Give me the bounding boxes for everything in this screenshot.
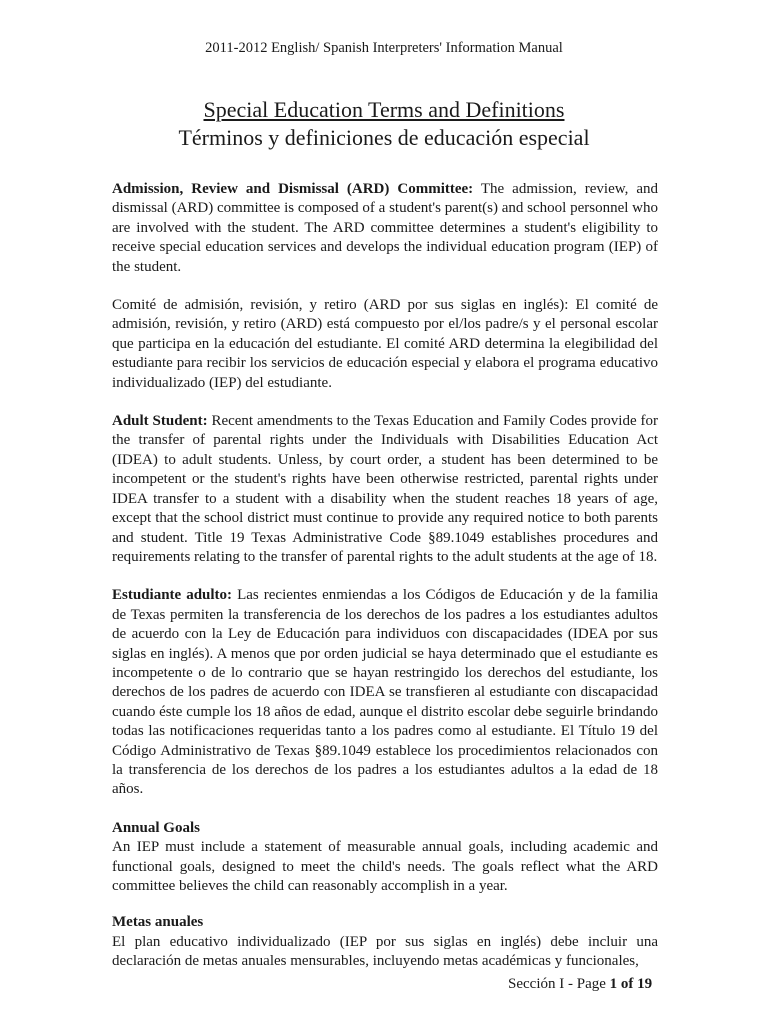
definition-adult-spanish: Las recientes enmiendas a los Códigos de Educación y de la familia de Texas permiten la transferencia de los derechos de los padres a los estudiantes adultos de acuerdo con la Ley de Educación para individuos con discapacidades (IDEA por sus siglas en inglés). A menos que por orden judicial se haya determinado que el estudiante es incompetente o de lo contrario que se hayan restringido los derechos del estudiante, los derechos de los padres de acuerdo con IDEA se transfieren al estudiante con discapacidad cuando éste cumple los 18 años de edad, aunque el distrito escolar debe seguirle brindando todas las notificaciones requeridas tanto a los padres como al estudiante. El Título 19 del Código Administrativo de Texas §89.1049 establece los procedimientos relacionados con la transferencia de los derechos de los padres a los estudiantes adultos a la edad de 18 años. bbox=[112, 587, 659, 798]
entry-adult-english bbox=[112, 412, 658, 567]
definition-ard-spanish: Comité de admisión, revisión, y retiro (ARD por sus siglas en inglés): El comité de admisión, revisión, y retiro (ARD) está compuesto por el/los padre/s y el personal escolar que participa en la educación del estudiante. El comité ARD determina la elegibilidad del estudiante para recibir los servicios de educación especial y elabora el programa educativo individualizado (IEP) del estudiante. bbox=[112, 297, 658, 391]
term-adult-english: Adult Student: bbox=[112, 413, 208, 430]
entry-adult-spanish bbox=[112, 586, 658, 799]
page-footer bbox=[508, 976, 652, 993]
entry-ard-english bbox=[112, 180, 658, 277]
entry-ard-spanish bbox=[112, 296, 658, 393]
page-number: 1 of 19 bbox=[609, 976, 653, 992]
definition-goals-english: An IEP must include a statement of measurable annual goals, including academic and functional goals, designed to meet the child's needs. The goals reflect what the ARD committee believes the child can reasonably accomplish in a year. bbox=[112, 839, 658, 894]
definition-adult-english: Recent amendments to the Texas Education and Family Codes provide for the transfer of parental rights under the Individuals with Disabilities Education Act (IDEA) to adult students. Unless, by court order, a student has been determined to be incompetent or the student's rights have been otherwise restricted, parental rights under IDEA transfer to a student with a disability when the student reaches 18 years of age, except that the school district must continue to provide any required notice to both parents and student. Title 19 Texas Administrative Code §89.1049 establishes procedures and requirements relating to the transfer of parental rights to the adult students at the age of 18. bbox=[112, 413, 658, 565]
definition-ard-english: The admission, review, and dismissal (ARD) committee is composed of a student's parent(s) and school personnel who are involved with the student. The ARD committee determines a student's eligibility to receive special education services and develops the individual education program (IEP) of the student. bbox=[112, 181, 658, 275]
title-english: Special Education Terms and Definitions bbox=[203, 97, 565, 122]
running-header: 2011-2012 English/ Spanish Interpreters' Information Manual bbox=[205, 40, 563, 56]
term-ard-english: Admission, Review and Dismissal (ARD) Committee: bbox=[112, 181, 474, 197]
entry-goals-english bbox=[112, 819, 658, 897]
heading-goals-spanish: Metas anuales bbox=[112, 914, 204, 931]
footer-section: Sección I - Page bbox=[508, 976, 610, 992]
entry-goals-spanish bbox=[112, 913, 658, 971]
heading-goals-english: Annual Goals bbox=[112, 819, 200, 836]
title-block bbox=[0, 96, 768, 152]
definition-goals-spanish: El plan educativo individualizado (IEP por sus siglas en inglés) debe incluir una declaración de metas anuales mensurables, incluyendo metas académicas y funcionales, bbox=[112, 933, 658, 970]
document-body bbox=[112, 180, 658, 989]
term-adult-spanish: Estudiante adulto: bbox=[112, 587, 233, 604]
title-spanish: Términos y definiciones de educación especial bbox=[178, 125, 590, 150]
